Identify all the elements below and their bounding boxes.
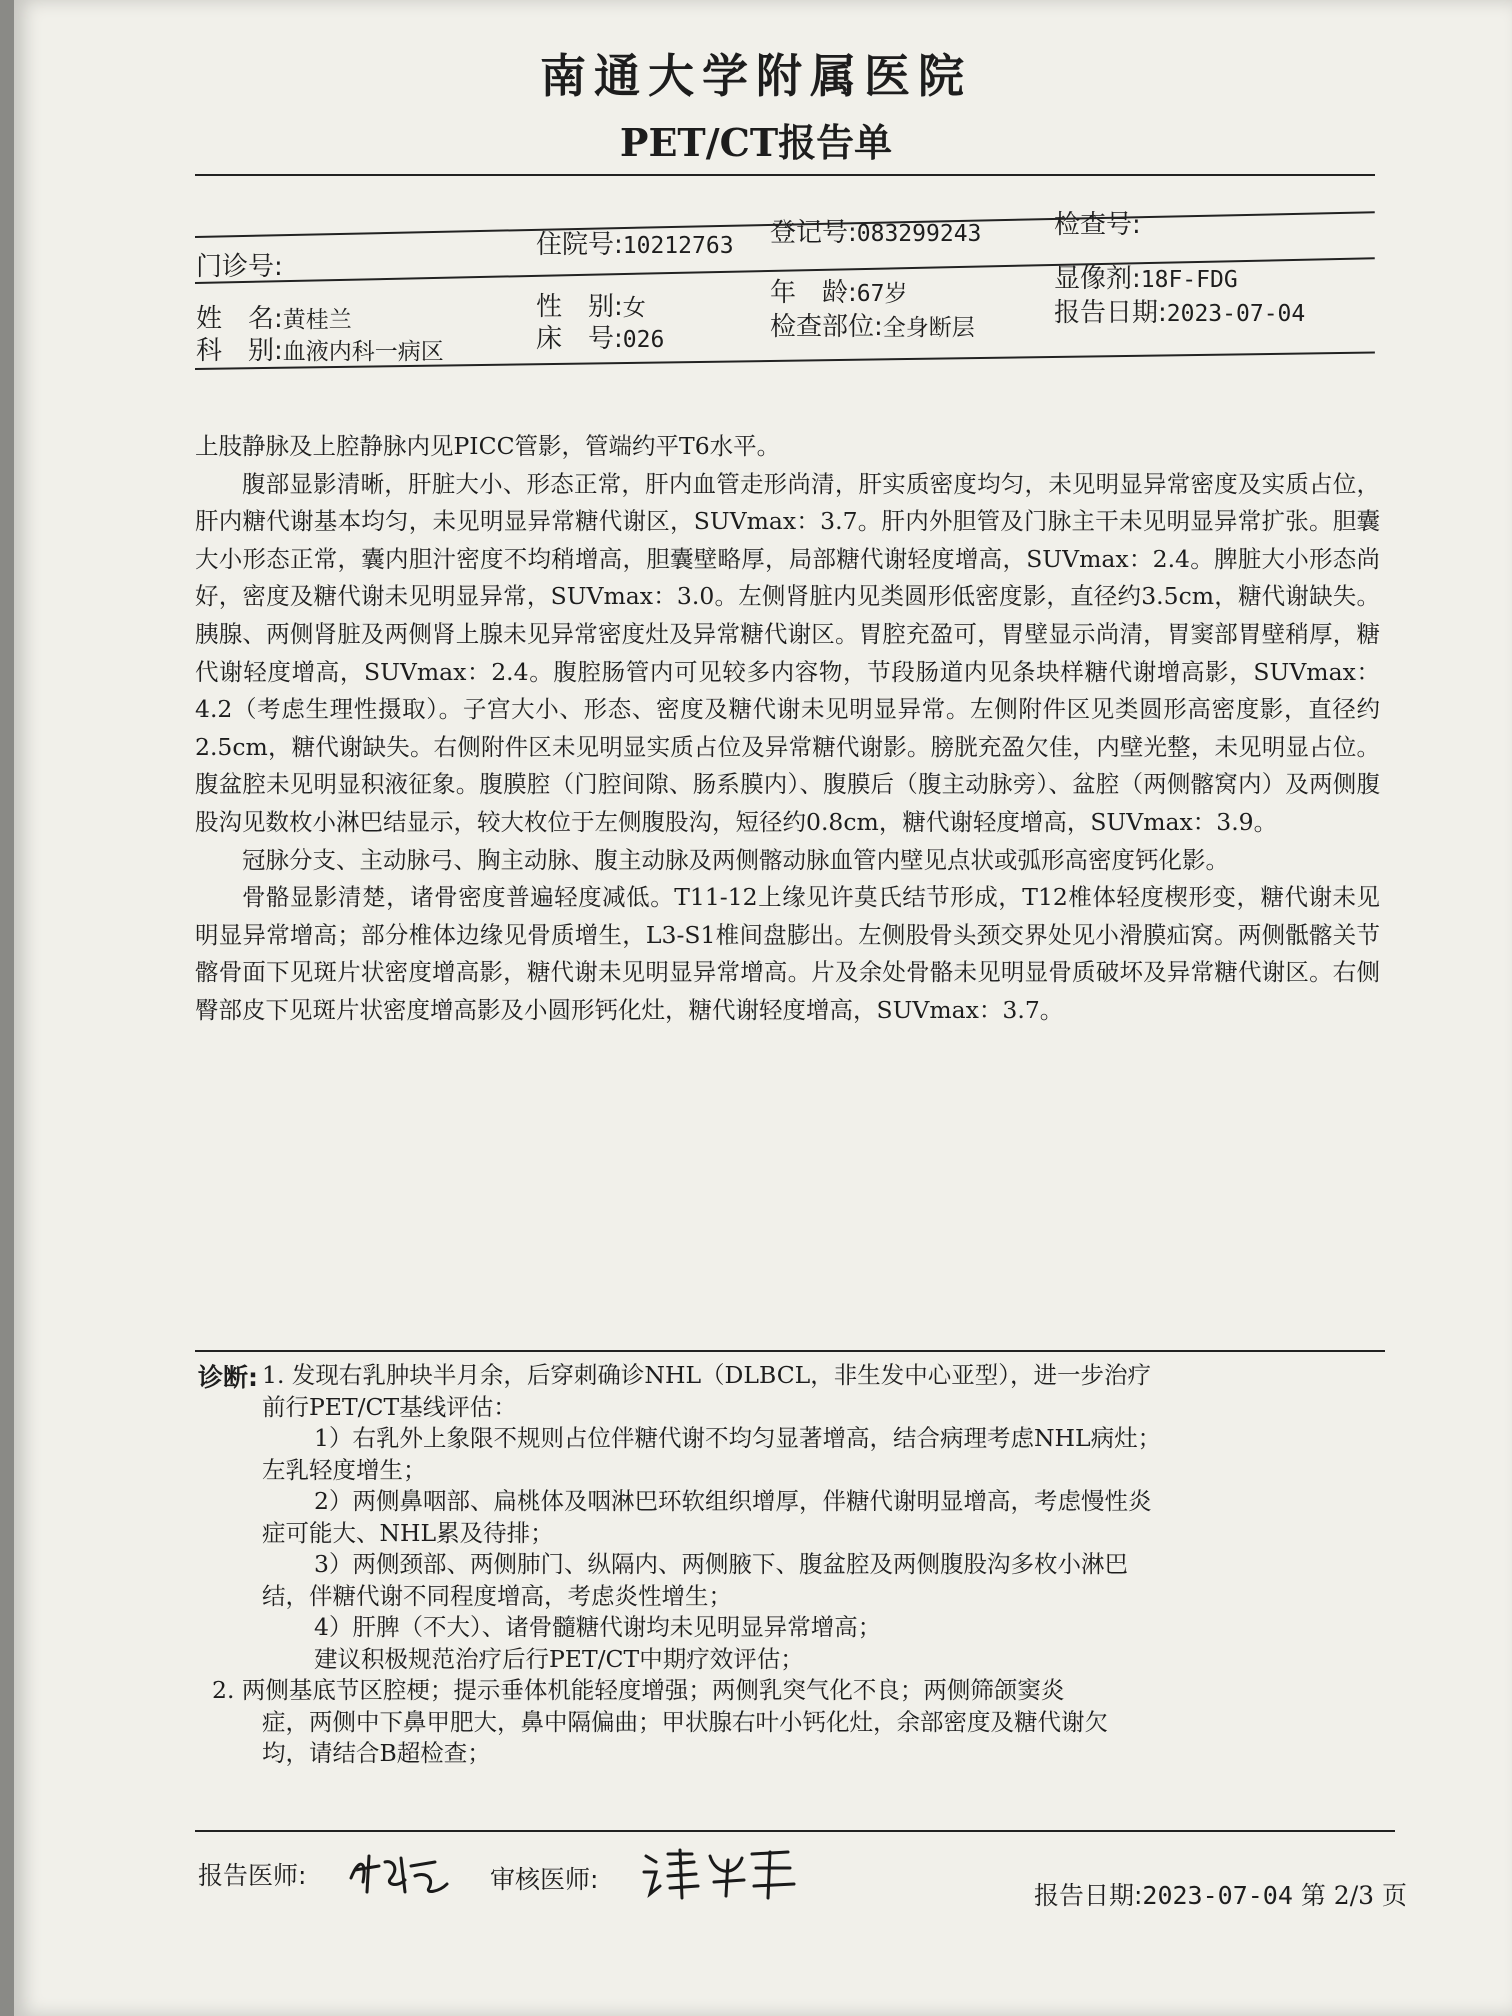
- footer-date-label: 报告日期:: [1033, 1881, 1143, 1910]
- inpatient-value: 10212763: [622, 233, 734, 259]
- diagnosis-line: 前行PET/CT基线评估：: [262, 1392, 517, 1421]
- diagnosis-line: 1）右乳外上象限不规则占位伴糖代谢不均匀显著增高，结合病理考虑NHL病灶；: [314, 1424, 1162, 1452]
- reviewer-signature: [640, 1846, 800, 1906]
- registration-field: [770, 212, 981, 249]
- name-label: 姓 名:: [196, 304, 283, 334]
- tracer-field: [1054, 258, 1238, 295]
- exam-site-label: 检查部位:: [770, 312, 883, 342]
- report-title: PET/CT报告单: [619, 120, 893, 165]
- dept-field: [196, 330, 444, 367]
- reporter-label: 报告医师:: [198, 1861, 307, 1890]
- outpatient-label: 门诊号:: [196, 252, 283, 282]
- diagnosis-line: 1. 发现右乳肿块半月余，后穿刺确诊NHL（DLBCL，非生发中心亚型），进一步治疗: [262, 1361, 1152, 1389]
- outpatient-field: [196, 246, 283, 283]
- age-label: 年 龄:: [770, 278, 857, 308]
- diagnosis-line: 症可能大、NHL累及待排；: [262, 1518, 554, 1547]
- dept-label: 科 别:: [196, 336, 283, 366]
- bed-label: 床 号:: [536, 324, 623, 354]
- hospital-name: 南通大学附属医院: [540, 49, 972, 103]
- bed-field: [536, 318, 664, 355]
- tracer-label: 显像剂:: [1054, 264, 1141, 294]
- tracer-value: 18F-FDG: [1140, 267, 1238, 293]
- registration-label: 登记号:: [770, 218, 857, 248]
- diagnosis-line: 2）两侧鼻咽部、扁桃体及咽淋巴环软组织增厚，伴糖代谢明显增高，考虑慢性炎: [314, 1487, 1152, 1515]
- findings-paragraph: 上肢静脉及上腔静脉内见PICC管影，管端约平T6水平。: [195, 432, 781, 460]
- footer-date-value: 2023-07-04: [1142, 1881, 1293, 1910]
- findings-text: [195, 428, 1380, 1030]
- diagnosis-line: 左乳轻度增生；: [262, 1455, 427, 1484]
- reviewer-label: 审核医师:: [490, 1865, 599, 1894]
- exam-site-value: 全身断层: [882, 315, 975, 341]
- name-value: 黄桂兰: [282, 307, 352, 333]
- exam-no-field: [1054, 204, 1141, 241]
- findings-paragraph: 骨骼显影清楚，诸骨密度普遍轻度减低。T11-12上缘见许莫氏结节形成，T12椎体轻度楔形变，糖代谢未见明显异常增高；部分椎体边缘见骨质增生，L3-S1椎间盘膨出。左侧股骨头颈交界处见小滑膜疝窝。两侧骶髂关节髂骨面下见斑片状密度增高影，糖代谢未见明显异常增高。片及余处骨骼未见明显骨质破坏及异常糖代谢区。右侧臀部皮下见斑片状密度增高影及小圆形钙化灶，糖代谢轻度增高，SUVmax：3.7。: [195, 883, 1380, 1024]
- age-field: [770, 272, 907, 309]
- diagnosis-line: 建议积极规范治疗后行PET/CT中期疗效评估；: [314, 1644, 804, 1673]
- reporter-signature: [345, 1848, 455, 1902]
- sex-value: 女: [622, 295, 646, 321]
- header-top-rule: [195, 174, 1375, 176]
- bed-value: 026: [622, 327, 665, 353]
- page-number: 第 2/3 页: [1300, 1881, 1407, 1910]
- diagnosis-line: 3）两侧颈部、两侧肺门、纵隔内、两侧腋下、腹盆腔及两侧腹股沟多枚小淋巴: [314, 1550, 1128, 1578]
- footer-report-date: [1034, 1876, 1407, 1912]
- diagnosis-line: 症，两侧中下鼻甲肥大，鼻中隔偏曲；甲状腺右叶小钙化灶，余部密度及糖代谢欠: [262, 1707, 1108, 1736]
- registration-value: 083299243: [856, 221, 982, 247]
- findings-paragraph: 腹部显影清晰，肝脏大小、形态正常，肝内血管走形尚清，肝实质密度均匀，未见明显异常密度及实质占位，肝内糖代谢基本均匀，未见明显异常糖代谢区，SUVmax：3.7。肝内外胆管及门脉主干未见明显异常扩张。胆囊大小形态正常，囊内胆汁密度不均稍增高，胆囊壁略厚，局部糖代谢轻度增高，SUVmax：2.4。脾脏大小形态尚好，密度及糖代谢未见明显异常，SUVmax：3.0。左侧肾脏内见类圆形低密度影，直径约3.5cm，糖代谢缺失。胰腺、两侧肾脏及两侧肾上腺未见异常密度灶及异常糖代谢区。胃腔充盈可，胃壁显示尚清，胃窦部胃壁稍厚，糖代谢轻度增高，SUVmax：2.4。腹腔肠管内可见较多内容物，节段肠道内见条块样糖代谢增高影，SUVmax：4.2（考虑生理性摄取）。子宫大小、形态、密度及糖代谢未见明显异常。左侧附件区见类圆形高密度影，直径约2.5cm，糖代谢缺失。右侧附件区未见明显实质占位及异常糖代谢影。膀胱充盈欠佳，内壁光整，未见明显占位。腹盆腔未见明显积液征象。腹膜腔（门腔间隙、肠系膜内）、腹膜后（腹主动脉旁）、盆腔（两侧髂窝内）及两侧腹股沟见数枚小淋巴结显示，较大枚位于左侧腹股沟，短径约0.8cm，糖代谢轻度增高，SUVmax：3.9。: [195, 469, 1380, 836]
- exam-no-label: 检查号:: [1054, 210, 1141, 240]
- diagnosis-line: 均，请结合B超检查；: [262, 1739, 491, 1767]
- diagnosis-label: 诊断:: [198, 1363, 258, 1392]
- dept-value: 血液内科一病区: [282, 339, 444, 365]
- diagnosis-line: 2. 两侧基底节区腔梗；提示垂体机能轻度增强；两侧乳突气化不良；两侧筛颌窦炎: [212, 1676, 1065, 1704]
- age-value: 67岁: [856, 281, 908, 307]
- report-date-label: 报告日期:: [1054, 298, 1167, 328]
- exam-site-field: [770, 306, 975, 343]
- diagnosis-line: 4）肝脾（不大）、诸骨髓糖代谢均未见明显异常增高；: [314, 1613, 882, 1641]
- diagnosis-line: 结，伴糖代谢不同程度增高，考虑炎性增生；: [262, 1581, 732, 1610]
- inpatient-label: 住院号:: [536, 230, 623, 260]
- report-date-field: [1054, 292, 1305, 329]
- report-date-value: 2023-07-04: [1166, 301, 1306, 327]
- diagnosis-top-rule: [195, 1350, 1385, 1352]
- sex-label: 性 别:: [536, 292, 623, 322]
- footer-top-rule: [195, 1830, 1395, 1832]
- findings-paragraph: 冠脉分支、主动脉弓、胸主动脉、腹主动脉及两侧髂动脉血管内壁见点状或弧形高密度钙化影。: [242, 845, 1229, 874]
